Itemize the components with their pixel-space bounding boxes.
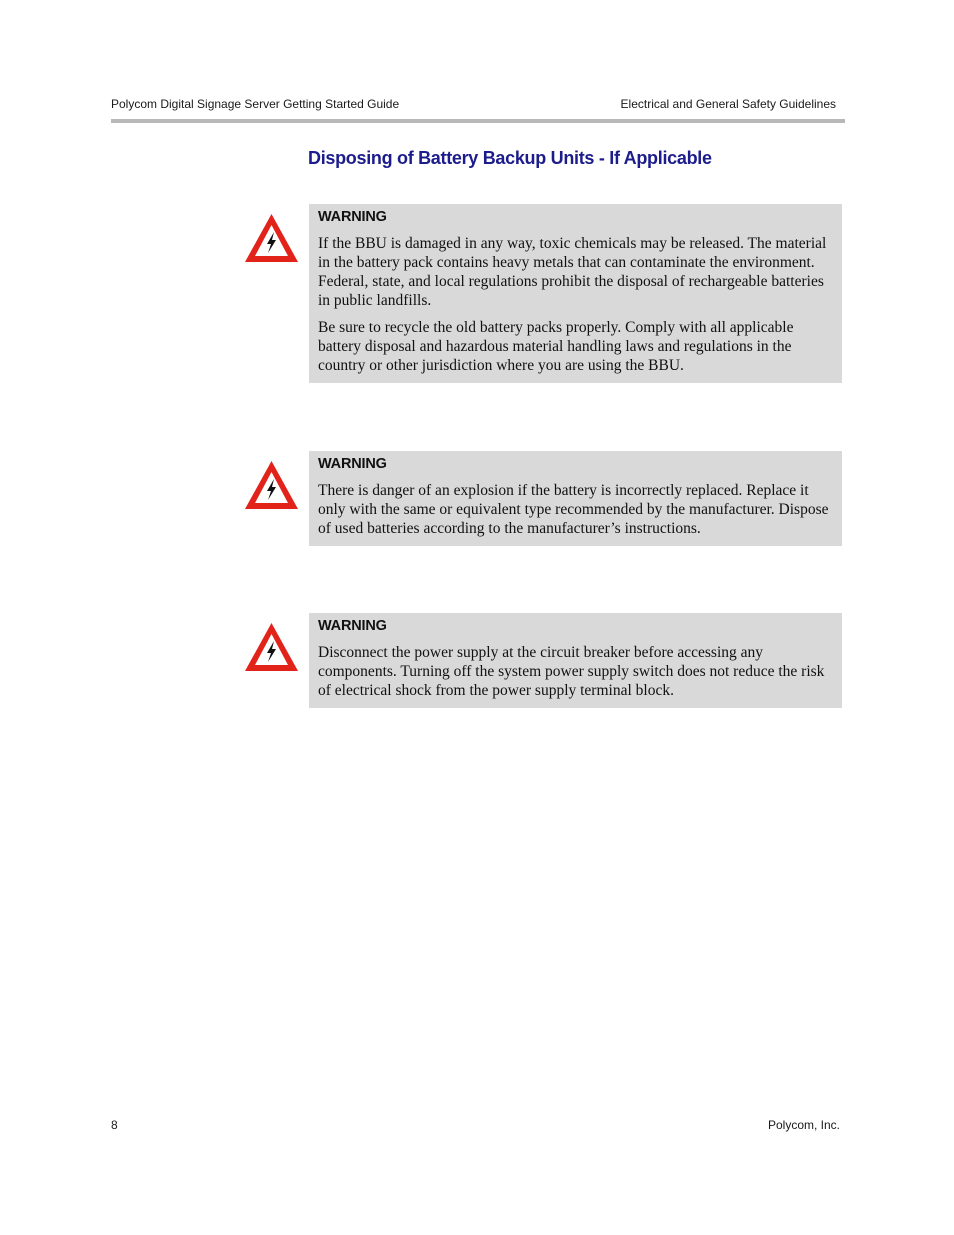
warning-title: WARNING bbox=[318, 209, 387, 225]
warning-text: If the BBU is damaged in any way, toxic chemicals may be released. The material in the battery pack contains heavy metals that can contaminate the environment. Federal, state, and local regulations prohibit the disposal of rechargeable batteries in public landfills. bbox=[318, 235, 827, 309]
header-divider bbox=[111, 119, 845, 123]
electrical-hazard-icon bbox=[243, 459, 300, 511]
warning-text: Be sure to recycle the old battery packs properly. Comply with all applicable battery disposal and hazardous material handling laws and regulations in the country or other jurisdiction where you are using the BBU. bbox=[318, 319, 794, 374]
page-number: 8 bbox=[111, 1118, 118, 1132]
warning-title: WARNING bbox=[318, 456, 387, 472]
footer-company: Polycom, Inc. bbox=[767, 1118, 840, 1132]
page-header bbox=[111, 97, 845, 117]
warning-text: Disconnect the power supply at the circuit breaker before accessing any components. Turning off the system power supply switch does not reduce the risk of electrical shock from the power supply terminal block. bbox=[318, 644, 825, 699]
electrical-hazard-icon bbox=[243, 212, 300, 264]
header-chapter-title: Electrical and General Safety Guidelines bbox=[620, 97, 836, 111]
warning-box bbox=[309, 613, 842, 708]
warning-text: There is danger of an explosion if the battery is incorrectly replaced. Replace it only with the same or equivalent type recommended by the manufacturer. Dispose of used batteries according to the manufacturer’s instructions. bbox=[318, 482, 829, 537]
section-title: Disposing of Battery Backup Units - If Applicable bbox=[308, 148, 712, 168]
header-document-title: Polycom Digital Signage Server Getting Started Guide bbox=[111, 97, 400, 111]
warning-title: WARNING bbox=[318, 618, 387, 634]
warning-box bbox=[309, 451, 842, 546]
warning-box bbox=[309, 204, 842, 383]
electrical-hazard-icon bbox=[243, 621, 300, 673]
